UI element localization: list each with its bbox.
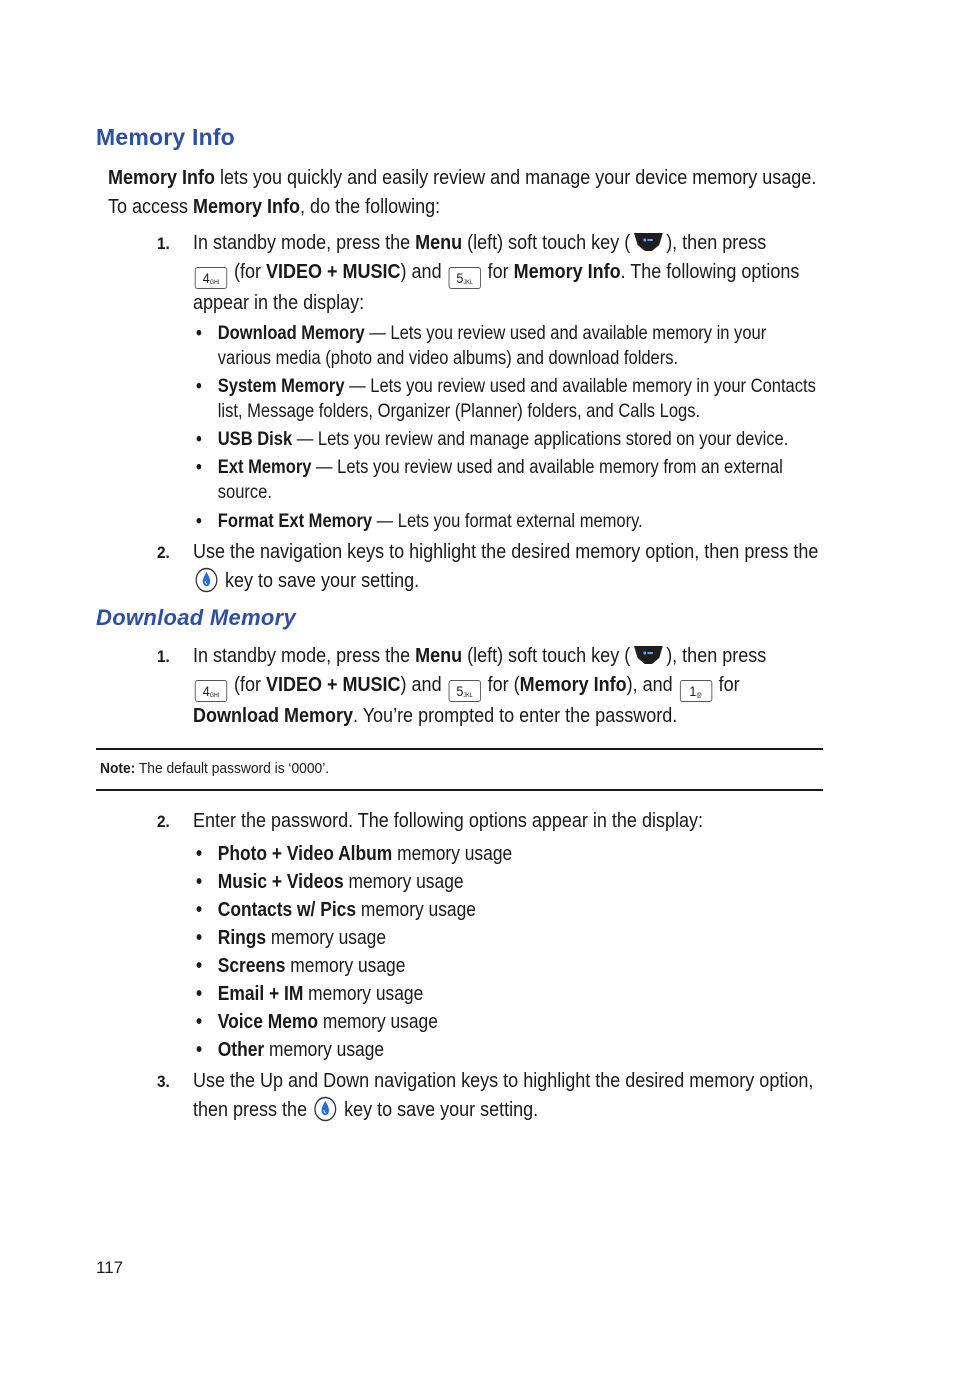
bullet-system-memory: • System Memory — Lets you review used and available memory in your Contacts list, Message folders, Organizer (Planner) folders, and Calls Logs. — [196, 376, 816, 422]
bullet-format-ext-memory: • Format Ext Memory — Lets you format external memory. — [196, 511, 643, 532]
ok-key-icon — [314, 1096, 337, 1122]
key-4-icon: 4GHI — [195, 680, 227, 702]
ok-key-icon — [195, 567, 218, 593]
list-item: • Email + IM memory usage — [196, 983, 424, 1005]
bullet-ext-memory: • Ext Memory — Lets you review used and available memory from an external source. — [196, 457, 783, 503]
list-item: • Voice Memo memory usage — [196, 1011, 438, 1033]
note-text: Note: The default password is ‘0000’. — [100, 760, 330, 777]
list-item: • Photo + Video Album memory usage — [196, 843, 513, 865]
note-top-rule — [96, 748, 823, 750]
list-item: • Other memory usage — [196, 1039, 385, 1061]
step-3-download-memory: 3. Use the Up and Down navigation keys to highlight the desired memory option, then press the key to save your setting. — [157, 1070, 814, 1121]
list-item: • Screens memory usage — [196, 955, 406, 977]
step-1-download-memory: 1. In standby mode, press the Menu (left) soft touch key ( ), then press 4GHI (for VIDEO + MUSIC) and 5JKL for (Memory Info), and 1@ for Download Memory. You’re prompted to enter the password. — [157, 645, 767, 727]
step-1-memory-info: 1. In standby mode, press the Menu (left) soft touch key ( ), then press 4GHI (for VIDEO + MUSIC) and 5JKL for Memory Info. The following options appear in the display: — [157, 232, 800, 314]
left-soft-key-icon — [632, 644, 664, 666]
section-title-download-memory: Download Memory — [96, 605, 297, 630]
note-bottom-rule — [96, 789, 823, 791]
key-5-icon: 5JKL — [448, 680, 480, 702]
page-number: 117 — [96, 1258, 124, 1277]
list-item: • Contacts w/ Pics memory usage — [196, 899, 476, 921]
key-4-icon: 4GHI — [195, 267, 227, 289]
list-item: • Music + Videos memory usage — [196, 871, 464, 893]
key-1-icon: 1@ — [679, 680, 711, 702]
left-soft-key-icon — [632, 231, 664, 253]
section-title-memory-info: Memory Info — [96, 124, 235, 150]
key-5-icon: 5JKL — [448, 267, 480, 289]
step-2-memory-info: 2. Use the navigation keys to highlight the desired memory option, then press the key to save your setting. — [157, 541, 819, 592]
list-item: • Rings memory usage — [196, 927, 387, 949]
bullet-usb-disk: • USB Disk — Lets you review and manage applications stored on your device. — [196, 429, 789, 450]
bullet-download-memory: • Download Memory — Lets you review used and available memory in your various media (photo and video albums) and download folders. — [196, 323, 767, 369]
intro-paragraph: Memory Info lets you quickly and easily review and manage your device memory usage. To access Memory Info, do the following: — [108, 167, 817, 218]
step-2-download-memory: 2. Enter the password. The following options appear in the display: — [157, 810, 703, 832]
